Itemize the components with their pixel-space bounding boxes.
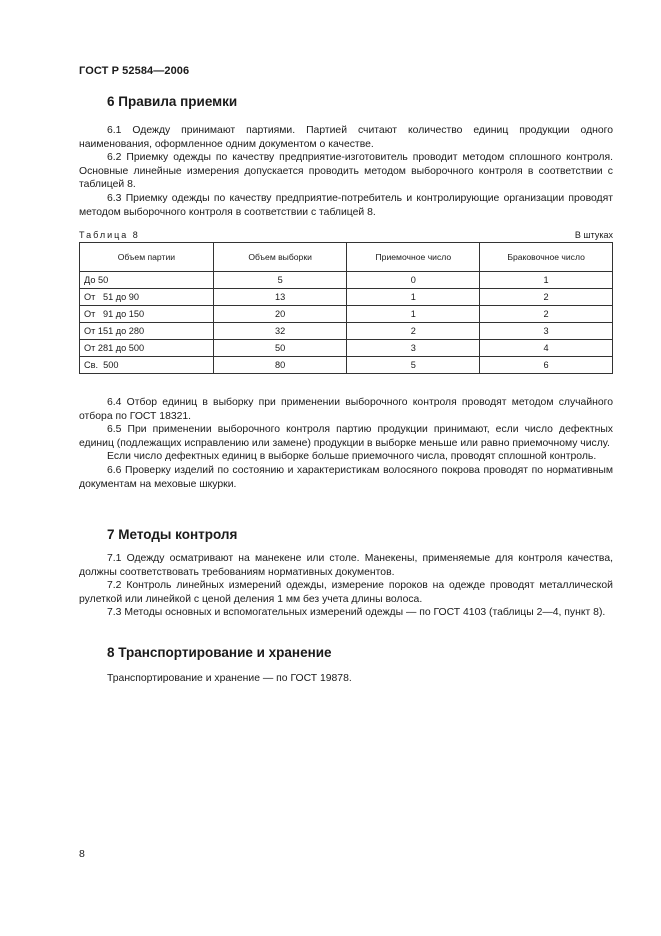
table-cell: 80 bbox=[213, 357, 347, 374]
table-cell: 1 bbox=[347, 306, 480, 323]
table-row bbox=[80, 306, 613, 323]
clause-6-3: 6.3 Приемку одежды по качеству предприятие-потребитель и контролирующие организации проводят методом выборочного контроля в соответствии с таблицей 8. bbox=[79, 192, 613, 218]
table-cell: 13 bbox=[213, 289, 347, 306]
column-header-rejection-number: Браковочное число bbox=[480, 243, 613, 272]
table-cell: 4 bbox=[480, 340, 613, 357]
section-6-body bbox=[79, 124, 613, 219]
table-cell: От 281 до 500 bbox=[80, 340, 214, 357]
table-cell: 2 bbox=[480, 306, 613, 323]
clause-8-text: Транспортирование и хранение — по ГОСТ 19878. bbox=[107, 673, 352, 684]
section-8-heading: 8 Транспортирование и хранение bbox=[107, 645, 332, 660]
table-row bbox=[80, 357, 613, 374]
table-cell: 3 bbox=[347, 340, 480, 357]
table-cell: От 151 до 280 bbox=[80, 323, 214, 340]
table-cell: От 51 до 90 bbox=[80, 289, 214, 306]
clause-6-4: 6.4 Отбор единиц в выборку при применении выборочного контроля проводят методом случайного отбора по ГОСТ 18321. bbox=[79, 397, 613, 422]
table-row bbox=[80, 272, 613, 289]
column-header-sample-size: Объем выборки bbox=[213, 243, 347, 272]
table-cell: 32 bbox=[213, 323, 347, 340]
clause-7-3: 7.3 Методы основных и вспомогательных измерений одежды — по ГОСТ 4103 (таблицы 2—4, пункт 8). bbox=[107, 607, 606, 619]
table-cell: Св. 500 bbox=[80, 357, 214, 374]
table-cell: 2 bbox=[480, 289, 613, 306]
section-8-body bbox=[79, 672, 613, 686]
section-7-heading: 7 Методы контроля bbox=[107, 527, 238, 542]
clause-7-1: 7.1 Одежду осматривают на манекене или столе. Манекены, применяемые для контроля качества, должны соответствовать требованиям нормативных документов. bbox=[79, 553, 613, 578]
table-cell: 1 bbox=[347, 289, 480, 306]
page-number: 8 bbox=[79, 848, 85, 860]
table-cell: 5 bbox=[347, 357, 480, 374]
table-cell: 3 bbox=[480, 323, 613, 340]
clause-6-2: 6.2 Приемку одежды по качеству предприятие-изготовитель проводит методом сплошного контроля. Основные линейные измерения допускается проводить методом выборочного контроля в соответствии с таблицей 8. bbox=[79, 152, 613, 191]
table-cell: 1 bbox=[480, 272, 613, 289]
table-8 bbox=[79, 242, 613, 374]
table-cell: До 50 bbox=[80, 272, 214, 289]
table-cell: 6 bbox=[480, 357, 613, 374]
table-row bbox=[80, 289, 613, 306]
table-row bbox=[80, 323, 613, 340]
table-row bbox=[80, 340, 613, 357]
clause-6-1: 6.1 Одежду принимают партиями. Партией считают количество единиц продукции одного наименования, оформленное одним документом о качестве. bbox=[79, 125, 613, 150]
table-cell: 5 bbox=[213, 272, 347, 289]
column-header-lot-size: Объем партии bbox=[80, 243, 214, 272]
clause-6-5: 6.5 При применении выборочного контроля партию продукции принимают, если число дефектных единиц (подлежащих исправлению или замене) продукции в выборке меньше или равно приемочному числу. bbox=[79, 424, 613, 449]
section-7-body bbox=[79, 552, 613, 620]
table-unit: В штуках bbox=[574, 230, 613, 240]
standard-designation: ГОСТ Р 52584—2006 bbox=[79, 65, 190, 77]
table-header-row bbox=[80, 243, 613, 272]
section-6-continued bbox=[79, 396, 613, 491]
table-cell: 50 bbox=[213, 340, 347, 357]
section-6-heading: 6 Правила приемки bbox=[107, 94, 238, 109]
clause-6-6: 6.6 Проверку изделий по состоянию и характеристикам волосяного покрова проводят по нормативным документам на меховые шкурки. bbox=[79, 464, 613, 490]
table-cell: 0 bbox=[347, 272, 480, 289]
clause-6-5-continuation: Если число дефектных единиц в выборке больше приемочного числа, проводят сплошной контроль. bbox=[107, 451, 597, 463]
table-caption: Таблица 8 bbox=[79, 230, 140, 240]
table-cell: От 91 до 150 bbox=[80, 306, 214, 323]
clause-7-2: 7.2 Контроль линейных измерений одежды, измерение пороков на одежде проводят металлической рулеткой или линейкой с ценой деления 1 мм без учета длины волоса. bbox=[79, 580, 613, 605]
table-cell: 20 bbox=[213, 306, 347, 323]
table-cell: 2 bbox=[347, 323, 480, 340]
column-header-acceptance-number: Приемочное число bbox=[347, 243, 480, 272]
